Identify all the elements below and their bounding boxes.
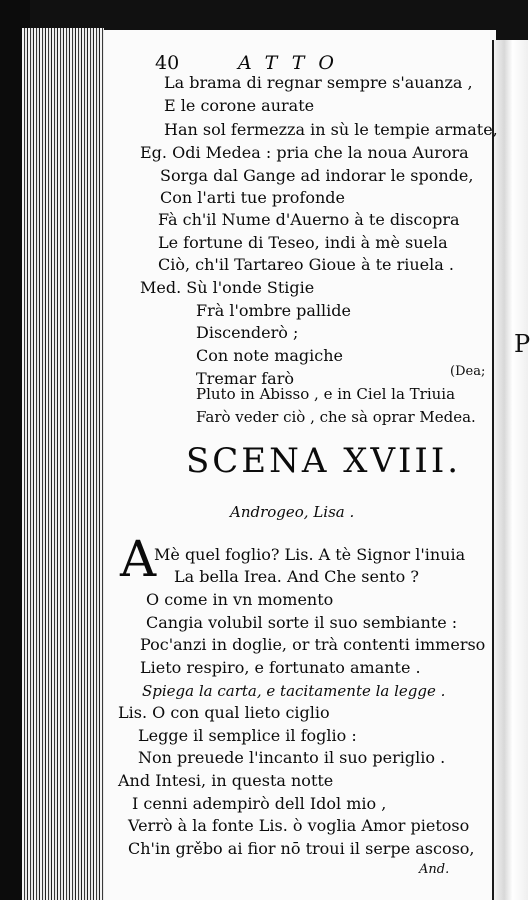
catchword: And. bbox=[419, 862, 450, 877]
verse-line: Han sol fermezza in sù le tempie armate, bbox=[164, 120, 498, 139]
verse-line: Frà l'ombre pallide bbox=[196, 301, 351, 320]
verse-line: Discenderò ; bbox=[196, 323, 299, 342]
verse-line: Med. Sù l'onde Stigie bbox=[140, 278, 315, 297]
verse-line: Con note magiche bbox=[196, 346, 343, 365]
dialogue-line: Ch'in grěbo ai fior nō troui il serpe ascoso, bbox=[128, 839, 475, 858]
dialogue-line: Verrò à la fonte Lis. ò voglia Amor pietoso bbox=[128, 816, 470, 835]
dialogue-line: Lis. O con qual lieto ciglio bbox=[118, 703, 330, 722]
verse-line: Fà ch'il Nume d'Auerno à te discopra bbox=[158, 210, 460, 229]
verse-line: Sorga dal Gange ad indorar le sponde, bbox=[160, 166, 474, 185]
facing-page-letter-fragment: P bbox=[514, 330, 530, 358]
dialogue-line: La bella Irea. And Che sento ? bbox=[174, 567, 419, 586]
verse-line: Con l'arti tue profonde bbox=[160, 188, 345, 207]
verse-line-turnover: (Dea; bbox=[450, 364, 486, 379]
scene-characters: Androgeo, Lisa . bbox=[230, 503, 355, 521]
drop-cap: A bbox=[120, 530, 157, 588]
dialogue-line: Mè quel foglio? Lis. A tè Signor l'inuia bbox=[154, 545, 466, 564]
dialogue-line: Non preuede l'incanto il suo periglio . bbox=[138, 748, 446, 767]
dialogue-line: Poc'anzi in doglie, or trà contenti immerso bbox=[140, 635, 486, 654]
facing-page-edge bbox=[494, 40, 528, 900]
verse-line: Le fortune di Teseo, indi à mè suela bbox=[158, 233, 448, 252]
verse-line: La brama di regnar sempre s'auanza , bbox=[164, 73, 473, 92]
verse-line: Tremar farò bbox=[196, 369, 294, 388]
verse-line: Farò veder ciò , che sà oprar Medea. bbox=[196, 408, 476, 426]
verse-line: Pluto in Abisso , e in Ciel la Triuia bbox=[196, 385, 456, 403]
verse-line: Ciò, ch'il Tartareo Gioue à te riuela . bbox=[158, 255, 454, 274]
verse-line: Eg. Odi Medea : pria che la noua Aurora bbox=[140, 143, 469, 162]
stage-direction: Spiega la carta, e tacitamente la legge . bbox=[142, 682, 446, 700]
page-number: 40 bbox=[155, 52, 180, 74]
dialogue-line: Lieto respiro, e fortunato amante . bbox=[140, 658, 421, 677]
dialogue-line: Cangia volubil sorte il suo sembiante : bbox=[146, 613, 458, 632]
dialogue-line: O come in vn momento bbox=[146, 590, 334, 609]
dialogue-line: And Intesi, in questa notte bbox=[118, 771, 334, 790]
verse-line: E le corone aurate bbox=[164, 96, 315, 115]
scene-title: SCENA XVIII. bbox=[186, 441, 462, 481]
dialogue-line: I cenni adempirò dell Idol mio , bbox=[132, 794, 387, 813]
dialogue-line: Legge il semplice il foglio : bbox=[138, 726, 357, 745]
running-title: ATTO bbox=[238, 52, 348, 74]
book-page-edges bbox=[22, 28, 107, 900]
